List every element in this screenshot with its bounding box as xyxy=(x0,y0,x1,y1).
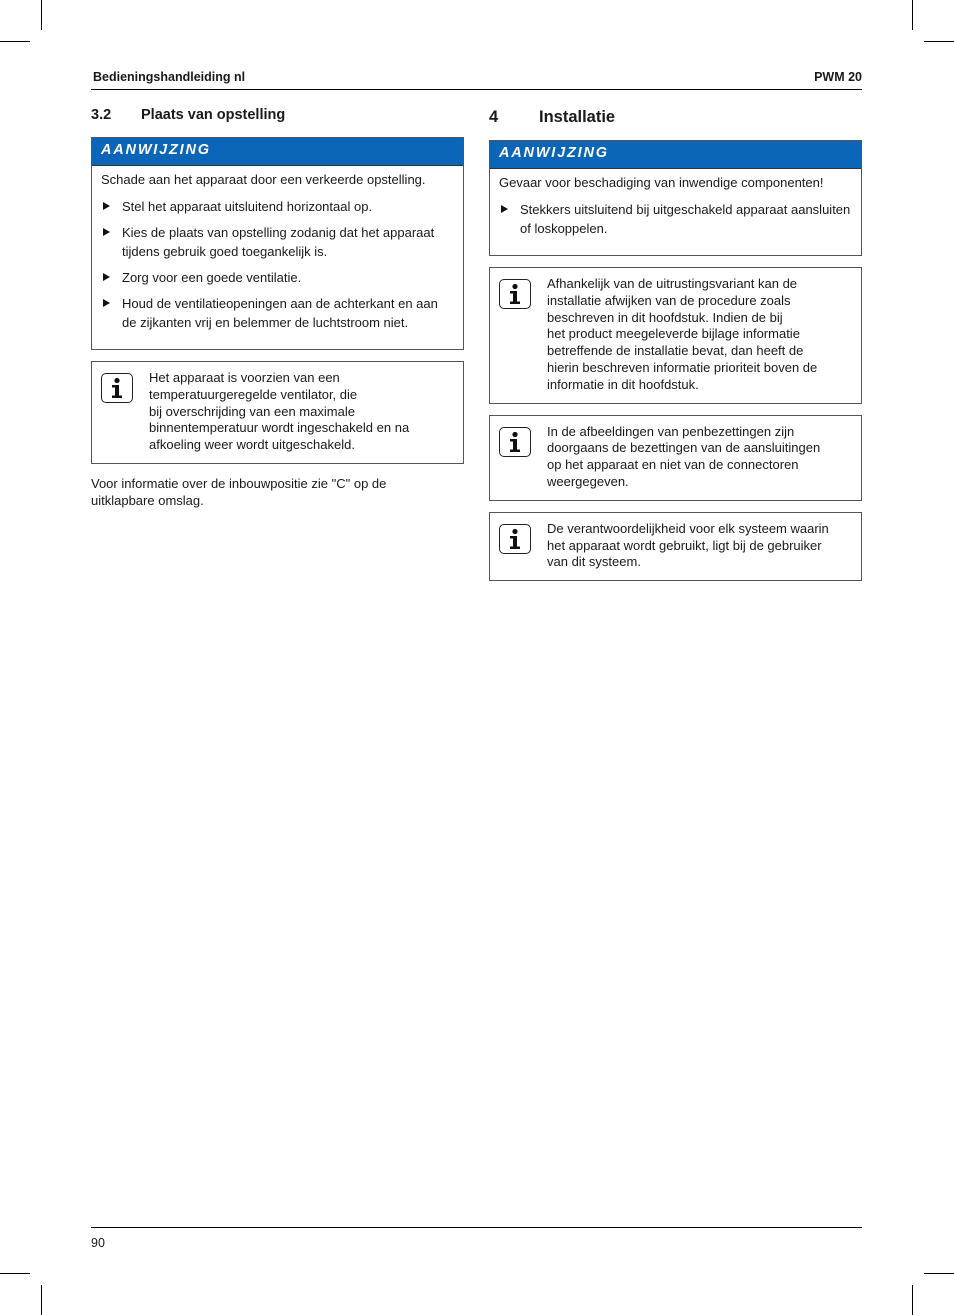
page-header xyxy=(91,69,862,90)
left-column xyxy=(91,105,464,509)
list-item: Stekkers uitsluitend bij uitgeschakeld apparaat aansluiten of loskoppelen. xyxy=(499,200,852,238)
notice-box xyxy=(489,140,862,256)
info-icon xyxy=(499,279,531,309)
crop-mark xyxy=(0,1273,30,1274)
notice-label: AANWIJZING xyxy=(490,141,861,169)
crop-mark xyxy=(912,0,913,30)
info-box xyxy=(489,415,862,501)
info-box xyxy=(91,361,464,464)
info-text: In de afbeeldingen van penbezettingen zijn doorgaans de bezettingen van de aansluitingen op het apparaat en niet van de connectoren weergegeven. xyxy=(547,423,821,489)
info-text: Het apparaat is voorzien van een temperatuurgeregelde ventilator, die bij overschrijding van een maximale binnentemperatuur wordt ingeschakeld en na afkoeling weer wordt uitgeschakeld. xyxy=(149,370,410,453)
crop-mark xyxy=(41,0,42,30)
info-icon xyxy=(101,373,133,403)
list-item: Stel het apparaat uitsluitend horizontaal op. xyxy=(101,197,454,216)
chapter-title: Installatie xyxy=(539,108,616,126)
notice-label: AANWIJZING xyxy=(92,138,463,166)
chapter-number: 4 xyxy=(489,108,499,126)
crop-mark xyxy=(912,1285,913,1315)
notice-box xyxy=(91,137,464,350)
list-item: Kies de plaats van opstelling zodanig dat het apparaat tijdens gebruik goed toegankelijk is. xyxy=(101,223,454,261)
chapter-heading xyxy=(489,105,862,140)
crop-mark xyxy=(41,1285,42,1315)
crop-mark xyxy=(924,1273,954,1274)
manual-title: Bedieningshandleiding nl xyxy=(93,70,246,84)
notice-list xyxy=(101,197,454,332)
section-number: 3.2 xyxy=(91,107,112,123)
section-heading xyxy=(91,105,464,137)
body-paragraph: Voor informatie over de inbouwpositie zie "C" op de uitklapbare omslag. xyxy=(91,475,387,508)
right-column xyxy=(489,105,862,592)
section-title: Plaats van opstelling xyxy=(141,107,286,123)
info-text: De verantwoordelijkheid voor elk systeem waarin het apparaat wordt gebruikt, ligt bij de gebruiker van dit systeem. xyxy=(547,520,829,570)
info-icon xyxy=(499,524,531,554)
info-text: Afhankelijk van de uitrustingsvariant kan de installatie afwijken van de procedure zoals beschreven in dit hoofdstuk. Indien de bij het product meegeleverde bijlage informatie betreffende de installatie bevat, dan heeft de hierin beschreven informatie prioriteit boven de informatie in dit hoofdstuk. xyxy=(547,276,818,392)
crop-mark xyxy=(0,41,30,42)
notice-intro: Gevaar voor beschadiging van inwendige componenten! xyxy=(499,175,824,190)
crop-mark xyxy=(924,41,954,42)
notice-list xyxy=(499,200,852,238)
footer-rule xyxy=(91,1227,862,1228)
product-name: PWM 20 xyxy=(814,70,862,84)
info-box xyxy=(489,512,862,581)
list-item: Houd de ventilatieopeningen aan de achterkant en aan de zijkanten vrij en belemmer de luchtstroom niet. xyxy=(101,294,454,332)
list-item: Zorg voor een goede ventilatie. xyxy=(101,268,454,287)
page-number: 90 xyxy=(91,1236,105,1250)
notice-intro: Schade aan het apparaat door een verkeerde opstelling. xyxy=(101,172,426,187)
info-icon xyxy=(499,427,531,457)
info-box xyxy=(489,267,862,404)
